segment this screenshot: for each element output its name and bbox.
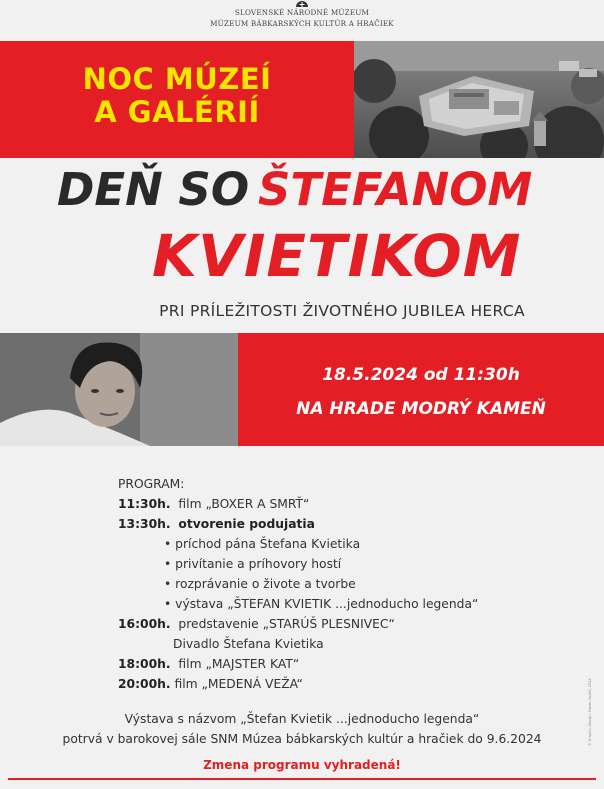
program-item [118, 514, 558, 534]
title-line-1: NOC MÚZEÍ [82, 62, 272, 96]
event-date: 18.5.2024 od 11:30h [322, 365, 520, 385]
program-time: 20:00h. [118, 677, 171, 691]
program-text: predstavenie „STARÚŠ PLESNIVEC“ [178, 617, 395, 631]
program-item [118, 654, 558, 674]
program-bullet: • výstava „ŠTEFAN KVIETIK ...jednoducho legenda“ [164, 597, 479, 611]
program-time: 16:00h. [118, 617, 171, 631]
program-continuation: Divadlo Štefana Kvietika [173, 637, 324, 651]
event-place: NA HRADE MODRÝ KAMEŇ [296, 399, 546, 419]
bottom-divider [8, 778, 596, 780]
program-text: otvorenie podujatia [178, 517, 315, 531]
title-line-2: A GALÉRIÍ [94, 95, 260, 129]
program-text: film „MAJSTER KAT“ [178, 657, 300, 671]
program-time: 11:30h. [118, 497, 171, 511]
exhibition-note-line-2: potrvá v barokovej sále SNM Múzea bábkarských kultúr a hračiek do 9.6.2024 [62, 732, 542, 746]
exhibition-note [0, 709, 604, 749]
actor-portrait-photo [0, 333, 238, 446]
jubilee-subtitle: PRI PRÍLEŽITOSTI ŽIVOTNÉHO JUBILEA HERCA [159, 302, 525, 320]
program-bullet: • príchod pána Štefana Kvietika [164, 537, 361, 551]
program-bullet: • rozprávanie o živote a tvorbe [164, 577, 356, 591]
program-bullet: • privítanie a príhovory hostí [164, 557, 342, 571]
program-item [118, 614, 558, 634]
program-list [118, 474, 558, 694]
heading-part-2: ŠTEFANOM [258, 163, 533, 216]
design-credit: © Graphic Design: Marek Hodáč, 2024 [588, 678, 592, 746]
institution-line-2: MÚZEUM BÁBKARSKÝCH KULTÚR A HRAČIEK [210, 19, 394, 28]
exhibition-note-line-1: Výstava s názvom „Štefan Kvietik ...jednoducho legenda“ [124, 712, 480, 726]
program-time: 13:30h. [118, 517, 171, 531]
program-change-warning: Zmena programu vyhradená! [203, 758, 401, 772]
institution-name [0, 7, 604, 29]
night-of-museums-title [0, 63, 354, 129]
institution-line-1: SLOVENSKÉ NÁRODNÉ MÚZEUM [234, 8, 370, 17]
program-item [118, 494, 558, 514]
program-time: 18:00h. [118, 657, 171, 671]
heading-part-3: KVIETIKOM [152, 222, 522, 290]
castle-photo [354, 41, 604, 158]
program-item [118, 674, 558, 694]
program-text: film „MEDENÁ VEŽA“ [174, 677, 303, 691]
program-heading: PROGRAM: [118, 477, 185, 491]
program-text: film „BOXER A SMRŤ“ [178, 497, 310, 511]
heading-part-1: DEŇ SO [57, 163, 250, 216]
date-red-band [238, 333, 604, 446]
museum-logo-icon [296, 0, 308, 7]
